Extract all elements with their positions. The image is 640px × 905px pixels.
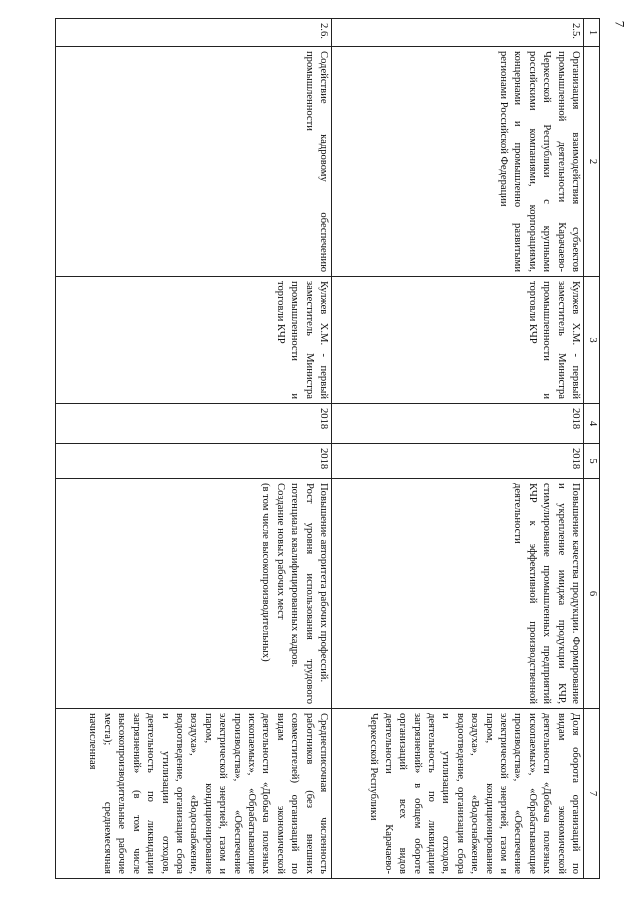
start-year-cell: 2018 xyxy=(332,404,584,444)
header-cell-5: 5 xyxy=(584,444,600,479)
table-row xyxy=(332,19,584,879)
measures-table xyxy=(55,18,600,879)
row-number: 2.5. xyxy=(332,19,584,47)
result-cell: Повышение качества продукции. Формирование и укрепление имиджа продукции КЧР, стимулирование промышленных предприятий КЧР к эффективной производственной деятельности xyxy=(332,479,584,709)
event-cell: Содействие кадровому обеспечению промышленности xyxy=(56,47,332,277)
row-number: 2.6. xyxy=(56,19,332,47)
page-number: 7 xyxy=(612,20,628,28)
event-cell: Организация взаимодействия субъектов промышленной деятельности Карачаево-Черкесской Республики с крупными российскими компаниями, корпорациями, концернами и промышленно развитыми регионами Российской Федерации xyxy=(332,47,584,277)
responsible-cell: Кулжев Х.М. - первый заместитель Министра промышленности и торговли КЧР xyxy=(332,277,584,404)
header-cell-2: 2 xyxy=(584,47,600,277)
indicator-cell: Среднесписочная численность работников (без внешних совместителей) организаций по видам экономической деятельности «Добыча полезных ископаемых», «Обрабатывающие производства», «Обеспечение электрической энергией, газом и паром, кондиционирование воздуха», «Водоснабжение, водоотведение, организация сбора и утилизации отходов, деятельность по ликвидации загрязнений» (в том числе высокопроизводительные рабочие места); среднемесячная начисленная xyxy=(56,709,332,879)
result-line: (в том числе высокопроизводительных) xyxy=(260,483,272,662)
end-year-cell: 2018 xyxy=(332,444,584,479)
rotated-table-container xyxy=(53,18,600,878)
header-cell-4: 4 xyxy=(584,404,600,444)
header-cell-1: 1 xyxy=(584,19,600,47)
end-year-cell: 2018 xyxy=(56,444,332,479)
result-line: Рост уровня использования трудового потенциала квалифицированных кадров. xyxy=(289,483,315,704)
header-cell-6: 6 xyxy=(584,479,600,709)
start-year-cell: 2018 xyxy=(56,404,332,444)
result-line: Повышение авторитета рабочих профессий. xyxy=(318,483,329,683)
header-cell-7: 7 xyxy=(584,709,600,879)
responsible-cell: Кулжев Х.М. - первый заместитель Министра промышленности и торговли КЧР xyxy=(56,277,332,404)
result-cell xyxy=(56,479,332,709)
table-frame xyxy=(53,18,600,878)
table-row xyxy=(56,19,332,879)
header-cell-3: 3 xyxy=(584,277,600,404)
indicator-cell: Доля оборота организаций по видам экономической деятельности «Добыча полезных ископаемых», «Обрабатывающие производства», «Обеспечение электрической энергией, газом и паром, кондиционирование воздуха», «Водоснабжение, водоотведение, организация сбора и утилизации отходов, деятельность по ликвидации загрязнений» в общем обороте организаций всех видов деятельности Карачаево-Черкесской Республики xyxy=(332,709,584,879)
table-header-row xyxy=(584,19,600,879)
result-line: Создание новых рабочих мест xyxy=(274,483,286,620)
